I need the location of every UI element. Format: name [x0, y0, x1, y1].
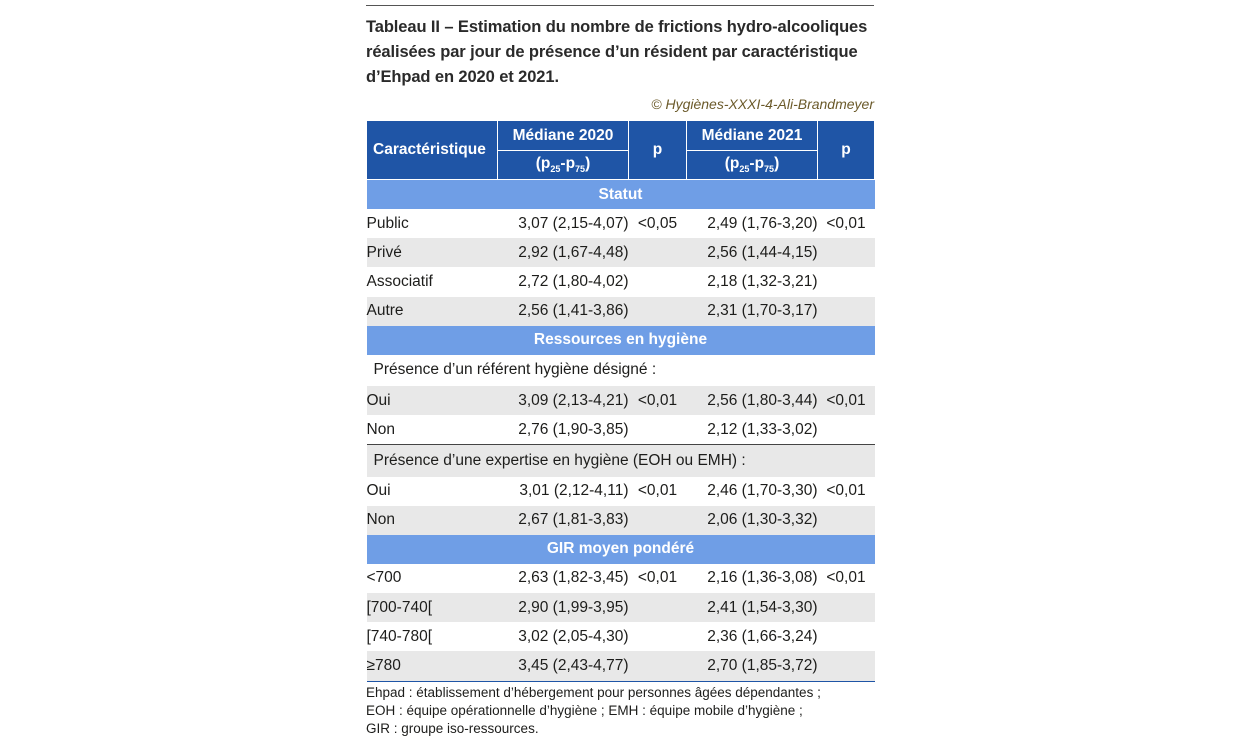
- credit-line: © Hygiènes-XXXI-4-Ali-Brandmeyer: [651, 96, 874, 112]
- header-row-1: [367, 121, 875, 151]
- table-row: Non 2,67 (1,81-3,83) 2,06 (1,30-3,32): [367, 506, 875, 535]
- table-row: Non 2,76 (1,90-3,85) 2,12 (1,33-3,02): [367, 415, 875, 445]
- table-notes: [366, 684, 874, 738]
- section-row-statut: Statut: [367, 180, 875, 210]
- header-mediane-2020: Médiane 2020: [498, 121, 629, 151]
- header-p-2020: p: [629, 121, 687, 180]
- top-rule: [366, 5, 874, 6]
- section-row-gir: GIR moyen pondéré: [367, 535, 875, 564]
- header-percentiles-2020: $(p_{25}-p_{75})$: [498, 151, 629, 180]
- subheading-expertise: Présence d’une expertise en hygiène (EOH ou EMH) :: [367, 445, 875, 477]
- table-row: Associatif 2,72 (1,80-4,02) 2,18 (1,32-3,21): [366, 272, 818, 290]
- table-row: ≥780 3,45 (2,43-4,77) 2,70 (1,85-3,72): [367, 651, 875, 681]
- note-line: EOH : équipe opérationnelle d’hygiène ; EMH : équipe mobile d’hygiène ;: [366, 702, 803, 718]
- table-row: Public 3,07 (2,15-4,07) <0,05 2,49 (1,76-3,20) <0,01: [366, 214, 866, 232]
- table-row: Autre 2,56 (1,41-3,86) 2,31 (1,70-3,17): [367, 297, 875, 326]
- header-caracteristique: Caractéristique: [367, 121, 498, 180]
- table-row: Privé 2,92 (1,67-4,48) 2,56 (1,44-4,15): [367, 238, 875, 267]
- subheading-referent: Présence d’un référent hygiène désigné :: [373, 361, 657, 379]
- table-row: <700 2,63 (1,82-3,45) <0,01 2,16 (1,36-3,08) <0,01: [366, 569, 866, 587]
- table-title: Tableau II – Estimation du nombre de frictions hydro-alcooliques réalisées par jour de présence d’un résident par caractéristique d’Ehpad en 2020 et 2021.: [366, 18, 868, 86]
- table-figure: [366, 0, 874, 738]
- note-line: GIR : groupe iso-ressources.: [366, 720, 539, 736]
- header-percentiles-2021: $(p_{25}-p_{75})$: [687, 151, 818, 180]
- section-row-ressources: Ressources en hygiène: [367, 326, 875, 355]
- table-row: [700-740[ 2,90 (1,99-3,95) 2,41 (1,54-3,30): [367, 593, 875, 622]
- header-mediane-2021: Médiane 2021: [687, 121, 818, 151]
- table-row: Oui 3,01 (2,12-4,11) <0,01 2,46 (1,70-3,30) <0,01: [366, 482, 866, 500]
- table-row: Oui 3,09 (2,13-4,21) <0,01 2,56 (1,80-3,44) <0,01: [367, 386, 875, 415]
- note-line: Ehpad : établissement d’hébergement pour personnes âgées dépendantes ;: [366, 684, 821, 700]
- table-row: [740-780[ 3,02 (2,05-4,30) 2,36 (1,66-3,24): [366, 627, 818, 645]
- header-p-2021: p: [818, 121, 875, 180]
- data-table: [366, 120, 875, 682]
